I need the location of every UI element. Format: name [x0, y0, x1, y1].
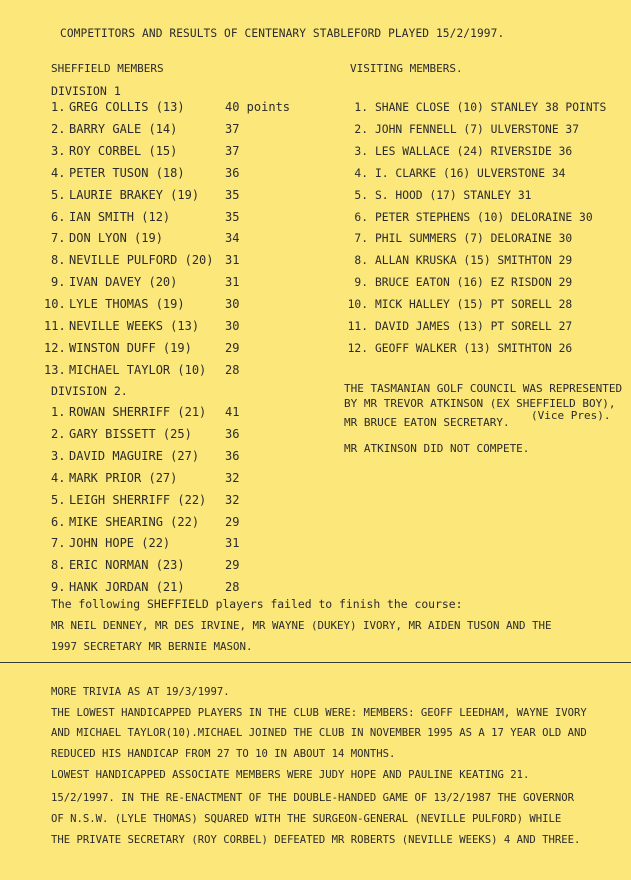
player-score: 32	[225, 470, 240, 485]
row-number: 8.	[51, 558, 66, 573]
row-number: 7.	[51, 231, 66, 246]
player-name: NEVILLE WEEKS (13)	[69, 319, 200, 333]
visiting-row	[344, 211, 593, 224]
player-score: 37	[225, 143, 240, 158]
player-score: 36	[225, 426, 240, 441]
visitor-entry: I. CLARKE (16) ULVERSTONE 34	[375, 166, 566, 180]
player-score: 36	[225, 448, 240, 463]
player-score: 29	[225, 340, 240, 355]
row-number: 10.	[347, 298, 368, 312]
council-note-line: MR BRUCE EATON SECRETARY.	[344, 416, 510, 429]
row-number: 12.	[44, 340, 66, 355]
visiting-heading: VISITING MEMBERS.	[350, 62, 463, 75]
visitor-entry: S. HOOD (17) STANLEY 31	[375, 188, 532, 202]
divider-line	[0, 662, 631, 663]
player-score: 32	[225, 492, 240, 507]
row-number: 8.	[354, 254, 368, 268]
row-number: 4.	[51, 470, 66, 485]
row-number: 11.	[44, 319, 66, 333]
row-number: 4.	[354, 166, 368, 180]
row-number: 4.	[51, 165, 66, 180]
player-score: 28	[225, 580, 240, 595]
trivia-line: OF N.S.W. (LYLE THOMAS) SQUARED WITH THE SURGEON-GENERAL (NEVILLE PULFORD) WHILE	[51, 813, 562, 825]
player-name: IAN SMITH (12)	[69, 209, 171, 224]
player-name: LAURIE BRAKEY (19)	[69, 187, 200, 202]
failed-line: MR NEIL DENNEY, MR DES IRVINE, MR WAYNE (DUKEY) IVORY, MR AIDEN TUSON AND THE	[51, 619, 552, 632]
player-score: 37	[225, 121, 240, 136]
atkinson-note: MR ATKINSON DID NOT COMPETE.	[344, 442, 530, 455]
trivia-heading: MORE TRIVIA AS AT 19/3/1997.	[51, 686, 230, 698]
division1-heading: DIVISION 1	[51, 84, 121, 98]
player-name: DAVID MAGUIRE (27)	[69, 448, 200, 463]
row-number: 8.	[51, 253, 66, 268]
row-number: 2.	[354, 122, 368, 136]
row-number: 10.	[44, 297, 66, 312]
trivia-line: REDUCED HIS HANDICAP FROM 27 TO 10 IN ABOUT 14 MONTHS.	[51, 748, 396, 760]
player-score: 28	[225, 362, 240, 377]
row-number: 7.	[51, 536, 66, 551]
visitor-entry: MICK HALLEY (15) PT SORELL 28	[375, 298, 573, 312]
row-number: 9.	[51, 580, 66, 595]
trivia-line: 15/2/1997. IN THE RE-ENACTMENT OF THE DOUBLE-HANDED GAME OF 13/2/1987 THE GOVERNOR	[51, 792, 574, 804]
row-number: 5.	[51, 492, 66, 507]
player-score: 30	[225, 319, 240, 333]
player-score: 35	[225, 187, 240, 202]
row-number: 1.	[354, 101, 368, 114]
row-number: 2.	[51, 426, 66, 441]
player-name: JOHN HOPE (22)	[69, 536, 171, 551]
trivia-line: LOWEST HANDICAPPED ASSOCIATE MEMBERS WERE JUDY HOPE AND PAULINE KEATING 21.	[51, 769, 530, 781]
council-note-line: BY MR TREVOR ATKINSON (EX SHEFFIELD BOY),	[344, 397, 616, 410]
player-name: WINSTON DUFF (19)	[69, 340, 192, 355]
player-score: 34	[225, 231, 240, 246]
player-score: 40 points	[225, 100, 291, 114]
player-name: HANK JORDAN (21)	[69, 580, 185, 595]
row-number: 1.	[51, 405, 66, 419]
visiting-row	[344, 123, 579, 136]
row-number: 5.	[51, 187, 66, 202]
sheffield-heading: SHEFFIELD MEMBERS	[51, 62, 164, 75]
failed-intro: The following SHEFFIELD players failed to finish the course:	[51, 597, 463, 611]
visiting-row	[344, 320, 572, 333]
trivia-line: AND MICHAEL TAYLOR(10).MICHAEL JOINED THE CLUB IN NOVEMBER 1995 AS A 17 YEAR OLD AND	[51, 727, 587, 739]
player-name: DON LYON (19)	[69, 231, 163, 246]
visitor-entry: PETER STEPHENS (10) DELORAINE 30	[375, 210, 593, 224]
visiting-row	[344, 232, 572, 245]
division2-heading: DIVISION 2.	[51, 384, 128, 398]
visitor-entry: BRUCE EATON (16) EZ RISDON 29	[375, 276, 573, 290]
row-number: 3.	[51, 143, 66, 158]
row-number: 5.	[354, 188, 368, 202]
visiting-row	[344, 101, 606, 114]
visiting-row	[344, 189, 531, 202]
visitor-entry: ALLAN KRUSKA (15) SMITHTON 29	[375, 254, 573, 268]
visiting-row	[344, 145, 572, 158]
visitor-entry: JOHN FENNELL (7) ULVERSTONE 37	[375, 122, 580, 136]
visiting-row	[344, 342, 572, 355]
player-name: ROWAN SHERRIFF (21)	[69, 405, 207, 419]
player-name: GARY BISSETT (25)	[69, 426, 192, 441]
row-number: 12.	[347, 341, 368, 355]
player-name: IVAN DAVEY (20)	[69, 275, 178, 290]
trivia-line: THE LOWEST HANDICAPPED PLAYERS IN THE CLUB WERE: MEMBERS: GEOFF LEEDHAM, WAYNE IVORY	[51, 707, 587, 719]
player-score: 29	[225, 514, 240, 529]
player-name: MARK PRIOR (27)	[69, 470, 178, 485]
council-note-line: THE TASMANIAN GOLF COUNCIL WAS REPRESENTED	[344, 382, 623, 395]
player-score: 31	[225, 275, 240, 290]
player-score: 36	[225, 165, 240, 180]
row-number: 3.	[51, 448, 66, 463]
player-name: PETER TUSON (18)	[69, 165, 185, 180]
player-name: MICHAEL TAYLOR (10)	[69, 362, 207, 377]
player-name: ROY CORBEL (15)	[69, 143, 178, 158]
visiting-row	[344, 276, 572, 289]
visitor-entry: GEOFF WALKER (13) SMITHTON 26	[375, 341, 573, 355]
failed-line: 1997 SECRETARY MR BERNIE MASON.	[51, 640, 253, 653]
vice-pres-annotation: (Vice Pres).	[531, 409, 611, 422]
row-number: 6.	[51, 514, 66, 529]
player-name: LEIGH SHERRIFF (22)	[69, 492, 207, 507]
player-score: 29	[225, 558, 240, 573]
player-name: ERIC NORMAN (23)	[69, 558, 185, 573]
player-name: GREG COLLIS (13)	[69, 100, 185, 114]
player-score: 31	[225, 253, 240, 268]
trivia-line: THE PRIVATE SECRETARY (ROY CORBEL) DEFEATED MR ROBERTS (NEVILLE WEEKS) 4 AND THREE.	[51, 834, 581, 846]
player-score: 30	[225, 297, 240, 312]
row-number: 3.	[354, 144, 368, 158]
visitor-entry: LES WALLACE (24) RIVERSIDE 36	[375, 144, 573, 158]
player-name: NEVILLE PULFORD (20)	[69, 253, 214, 268]
row-number: 2.	[51, 121, 66, 136]
row-number: 11.	[347, 320, 368, 333]
player-name: LYLE THOMAS (19)	[69, 297, 185, 312]
visiting-row	[344, 254, 572, 267]
player-name: MIKE SHEARING (22)	[69, 514, 200, 529]
row-number: 7.	[354, 232, 368, 246]
visitor-entry: PHIL SUMMERS (7) DELORAINE 30	[375, 232, 573, 246]
page-title: COMPETITORS AND RESULTS OF CENTENARY STABLEFORD PLAYED 15/2/1997.	[60, 27, 505, 40]
row-number: 13.	[44, 362, 66, 377]
player-score: 35	[225, 209, 240, 224]
player-score: 31	[225, 536, 240, 551]
row-number: 9.	[51, 275, 66, 290]
visitor-entry: SHANE CLOSE (10) STANLEY 38 POINTS	[375, 101, 607, 114]
row-number: 1.	[51, 100, 66, 114]
row-number: 6.	[354, 210, 368, 224]
visitor-entry: DAVID JAMES (13) PT SORELL 27	[375, 320, 573, 333]
visiting-row	[344, 298, 572, 311]
row-number: 6.	[51, 209, 66, 224]
player-score: 41	[225, 405, 240, 419]
player-name: BARRY GALE (14)	[69, 121, 178, 136]
visiting-row	[344, 167, 565, 180]
row-number: 9.	[354, 276, 368, 290]
